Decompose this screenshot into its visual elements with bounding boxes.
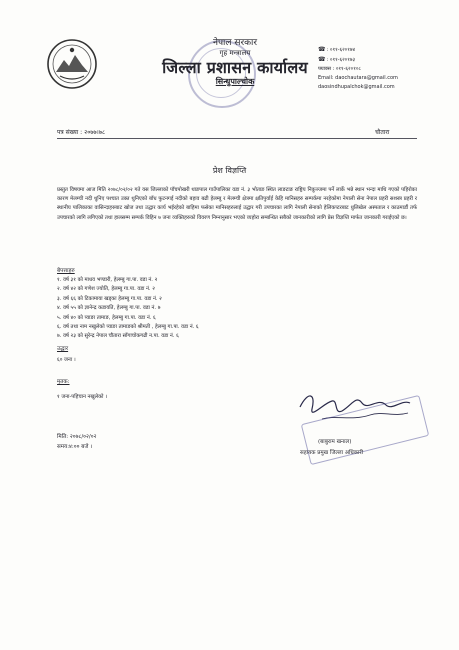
- header-divider: [57, 138, 417, 139]
- rescued-heading: उद्धार: [57, 346, 69, 352]
- time-line: समय:४:०० बजे ।: [57, 444, 93, 450]
- missing-heading: बेपत्ताहरु: [57, 268, 75, 274]
- email-line-1: Email: daochautara@gmail.com: [318, 75, 398, 81]
- signature-area: [282, 385, 432, 475]
- phone-icon: ☎: [318, 56, 326, 63]
- list-item: ४. वर्ष ५५ को ज्ञानेन्द्र कडायति, हेलम्बु गा.पा. वडा नं. ७: [57, 305, 161, 312]
- phone-line-1: ☎ : ०११-६२०१७४: [318, 46, 356, 53]
- fax-line: फ्याक्स : ०११-६२०१०८: [318, 66, 362, 72]
- ministry-name: गृह मन्त्रालय: [219, 49, 251, 57]
- body-paragraph: प्रस्तुत विषयमा आज मिति २०७८/०२/०२ गते यस जिल्लाको पाँचपोखरी थाङपाल गाउँपालिका वडा नं. ३ भोताङ स्थित लाङटाङ राष्ट्रिय निकुञ्जमा पर्ने लार्के भन्ने स्थान भन्दा माथि गएको पहिरोका कारण मेलम्ची नदी थुनिए पश्चात उक्त थुनिएको बाँध फुटनगई नदीको बहाव बढी हेलम्बु र मेलम्ची क्षेत्रमा क्षतिपुर्याई केहि मानिसहरु सम्पर्कमा नरहेकोमा नेपाली सेना नेपाल प्रहरी सशस्त्र प्रहरी र स्थानीय पालिकाका वासिन्दाहरुबाट खोज तथा उद्धार कार्य भईरहेको बाहिमा फसेका मानिसहरुलाई उद्धार गरी उपचारका लागि नेपाली सेनाको हेलिकप्टरबाट धुलिखेल अस्पताल र काठमाडौं तर्फ उपचारको लागि लगिएको तथा हालसम्म सम्पर्क विहिन ७ जना व्यक्तिहरुको विवरण निम्नानुसार भएको व्यहोरा सम्बन्धित सबैको जानकारीको लागि प्रेस विज्ञप्ति मार्फत जानकारी गराईएको छ।: [57, 187, 417, 221]
- signatory-role: सहायक प्रमुख जिल्ला अधिकारी: [300, 450, 364, 456]
- office-title: जिल्ला प्रशासन कार्यालय: [162, 58, 308, 77]
- phone-line-2: ☎ : ०११-६२०१७३: [318, 56, 356, 63]
- list-item: २. वर्ष ४२ को गणेश ज्योति, हेलम्बु गा.पा. वडा नं. २: [57, 286, 155, 293]
- office-location: सिन्धुपाल्चोक: [215, 77, 255, 86]
- list-item: ७. वर्ष २३ को सुरेन्द्र नेपाल चौतारा साँगाचोकगढी न.पा. वडा नं. ६: [57, 333, 179, 340]
- dead-heading: मृतक:: [57, 379, 70, 385]
- nepal-emblem-logo: [46, 38, 98, 90]
- date-line: मिति: २०७८/०२/०२: [57, 434, 97, 440]
- list-item: ५. वर्ष ४० को प्याङा तामाङ, हेलम्बु गा.पा. वडा नं. ६: [57, 314, 156, 321]
- date-time-block: [57, 432, 96, 452]
- list-item: ३. वर्ष ६६ को टिकामाया खड्का हेलम्बु गा.पा. वडा नं. २: [57, 295, 162, 302]
- rescued-count: ६० जना ।: [57, 357, 76, 363]
- contact-block: [318, 45, 458, 92]
- missing-persons-list: [57, 276, 397, 342]
- list-item: १. वर्ष ३१ को माधव भण्डारी, हेलम्बु गा.पा. वडा नं. २: [57, 277, 158, 283]
- list-item: ६. वर्ष तथा नाम नखुलेको प्याङा तामाङको श्रीमती , हेलम्बु गा.पा. वडा नं. ६: [57, 324, 199, 331]
- signatory-name: (बाबुराम खनाल): [318, 439, 352, 445]
- government-name: नेपाल सरकार: [212, 38, 258, 48]
- place-name: चौतारा: [375, 129, 390, 136]
- reference-number: पत्र संख्या : २०७७।७८: [57, 129, 106, 136]
- press-release-title: प्रेश विज्ञप्ति: [212, 166, 247, 175]
- dead-count: १ जना-पहिचान नखुलेको ।: [57, 394, 108, 400]
- phone-icon: ☎: [318, 46, 326, 53]
- email-line-2: daosindhupalchok@gmail.com: [318, 84, 395, 90]
